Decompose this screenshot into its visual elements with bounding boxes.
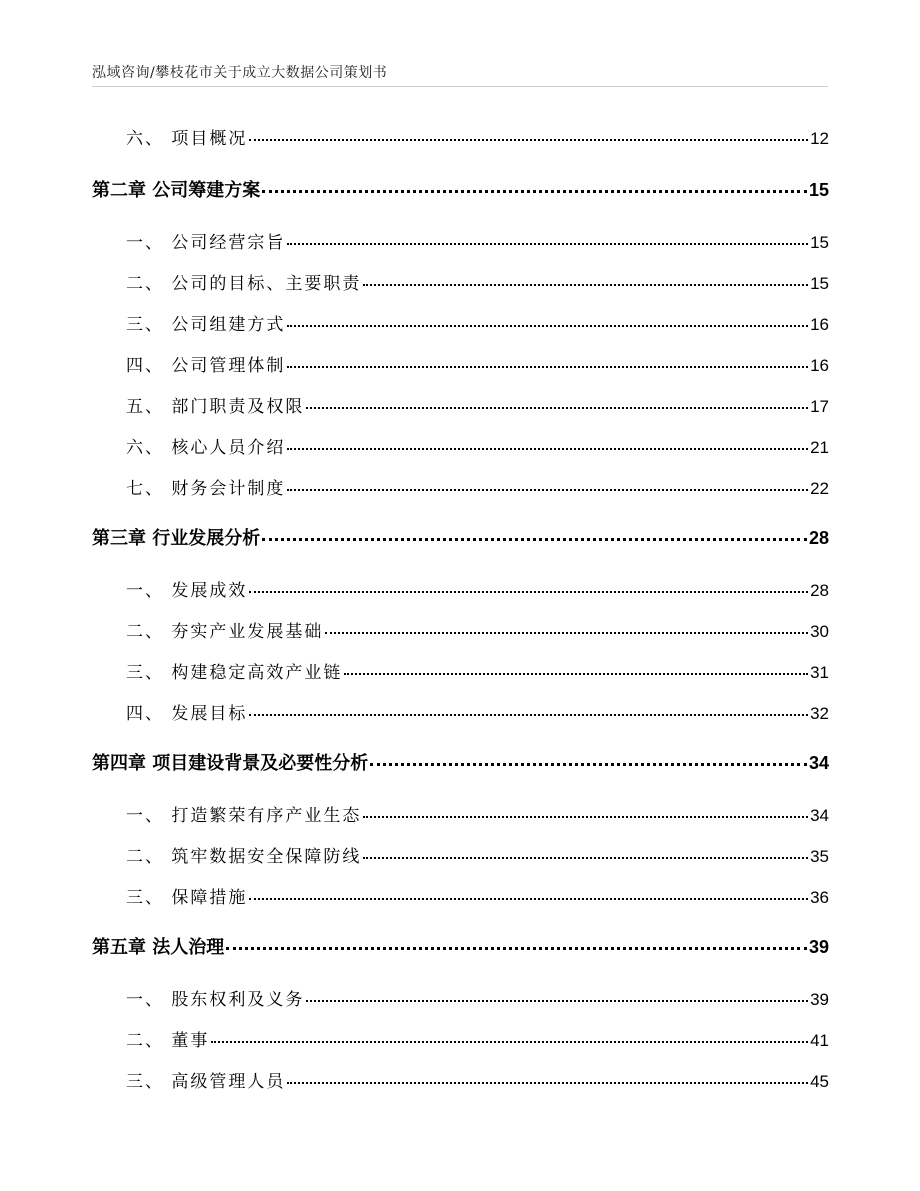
- toc-chapter-entry[interactable]: [92, 176, 829, 202]
- toc-dot-leader: [344, 673, 808, 675]
- toc-entry-label: 六、 核心人员介绍: [126, 438, 286, 458]
- toc-page-number: 15: [810, 274, 829, 293]
- toc-page-number: 15: [808, 180, 829, 200]
- toc-page-number: 39: [808, 937, 829, 957]
- toc-entry-label: 一、 打造繁荣有序产业生态: [126, 806, 362, 826]
- toc-dot-leader: [249, 591, 808, 593]
- toc-dot-leader: [306, 1000, 808, 1002]
- toc-section-entry[interactable]: [92, 985, 829, 1010]
- toc-page-number: 22: [810, 479, 829, 498]
- toc-dot-leader: [363, 816, 808, 818]
- toc-entry-label: 四、 公司管理体制: [126, 356, 286, 376]
- toc-dot-leader: [249, 714, 808, 716]
- toc-dot-leader: [287, 448, 808, 450]
- toc-page-number: 36: [810, 888, 829, 907]
- toc-section-entry[interactable]: [92, 351, 829, 376]
- toc-entry-label: 二、 公司的目标、主要职责: [126, 274, 362, 294]
- toc-entry-label: 二、 董事: [126, 1031, 210, 1051]
- toc-dot-leader: [370, 763, 807, 766]
- toc-section-entry[interactable]: [92, 1026, 829, 1051]
- toc-dot-leader: [363, 857, 808, 859]
- toc-section-entry[interactable]: [92, 310, 829, 335]
- toc-page-number: 39: [810, 990, 829, 1009]
- toc-section-entry[interactable]: [92, 801, 829, 826]
- toc-section-entry[interactable]: [92, 699, 829, 724]
- toc-page-number: 28: [808, 528, 829, 548]
- toc-entry-label: 三、 构建稳定高效产业链: [126, 663, 343, 683]
- toc-page-number: 17: [810, 397, 829, 416]
- toc-page-number: 30: [810, 622, 829, 641]
- toc-entry-label: 三、 保障措施: [126, 888, 248, 908]
- toc-entry-label: 第三章 行业发展分析: [92, 528, 261, 549]
- toc-dot-leader: [287, 243, 808, 245]
- toc-dot-leader: [262, 190, 807, 193]
- toc-dot-leader: [287, 366, 808, 368]
- toc-section-entry[interactable]: [92, 658, 829, 683]
- toc-entry-label: 三、 公司组建方式: [126, 315, 286, 335]
- toc-entry-label: 第二章 公司筹建方案: [92, 180, 261, 201]
- toc-chapter-entry[interactable]: [92, 524, 829, 550]
- header-divider: [92, 86, 828, 87]
- toc-dot-leader: [363, 284, 808, 286]
- toc-page-number: 28: [810, 581, 829, 600]
- toc-section-entry[interactable]: [92, 228, 829, 253]
- toc-chapter-entry[interactable]: [92, 933, 829, 959]
- toc-entry-label: 七、 财务会计制度: [126, 479, 286, 499]
- toc-section-entry[interactable]: [92, 1067, 829, 1092]
- toc-dot-leader: [287, 489, 808, 491]
- toc-dot-leader: [287, 1082, 808, 1084]
- toc-entry-label: 二、 筑牢数据安全保障防线: [126, 847, 362, 867]
- toc-entry-label: 一、 公司经营宗旨: [126, 233, 286, 253]
- toc-page-number: 16: [810, 315, 829, 334]
- toc-page-number: 31: [810, 663, 829, 682]
- toc-dot-leader: [249, 898, 808, 900]
- toc-dot-leader: [306, 407, 808, 409]
- toc-entry-label: 第五章 法人治理: [92, 937, 225, 958]
- toc-section-entry[interactable]: [92, 474, 829, 499]
- toc-dot-leader: [262, 538, 807, 541]
- toc-entry-label: 第四章 项目建设背景及必要性分析: [92, 753, 369, 774]
- toc-section-entry[interactable]: [92, 433, 829, 458]
- toc-chapter-entry[interactable]: [92, 749, 829, 775]
- toc-section-entry[interactable]: [92, 576, 829, 601]
- toc-entry-label: 三、 高级管理人员: [126, 1072, 286, 1092]
- toc-entry-label: 一、 股东权利及义务: [126, 990, 305, 1010]
- toc-page-number: 16: [810, 356, 829, 375]
- toc-dot-leader: [226, 947, 807, 950]
- toc-dot-leader: [249, 139, 808, 141]
- page-header-title: 泓域咨询/攀枝花市关于成立大数据公司策划书: [92, 65, 388, 81]
- toc-section-entry[interactable]: [92, 617, 829, 642]
- toc-section-entry[interactable]: [92, 269, 829, 294]
- toc-page-number: 45: [810, 1072, 829, 1091]
- toc-page-number: 34: [808, 753, 829, 773]
- toc-section-entry[interactable]: [92, 124, 829, 149]
- toc-page-number: 32: [810, 704, 829, 723]
- toc-page-number: 21: [810, 438, 829, 457]
- toc-entry-label: 四、 发展目标: [126, 704, 248, 724]
- toc-page-number: 12: [810, 129, 829, 148]
- toc-page-number: 15: [810, 233, 829, 252]
- toc-entry-label: 二、 夯实产业发展基础: [126, 622, 324, 642]
- toc-page-number: 41: [810, 1031, 829, 1050]
- toc-entry-label: 一、 发展成效: [126, 581, 248, 601]
- toc-dot-leader: [287, 325, 808, 327]
- toc-dot-leader: [211, 1041, 808, 1043]
- toc-page-number: 35: [810, 847, 829, 866]
- toc-page-number: 34: [810, 806, 829, 825]
- toc-entry-label: 五、 部门职责及权限: [126, 397, 305, 417]
- toc-section-entry[interactable]: [92, 883, 829, 908]
- toc-section-entry[interactable]: [92, 392, 829, 417]
- toc-section-entry[interactable]: [92, 842, 829, 867]
- toc-dot-leader: [325, 632, 808, 634]
- toc-entry-label: 六、 项目概况: [126, 129, 248, 149]
